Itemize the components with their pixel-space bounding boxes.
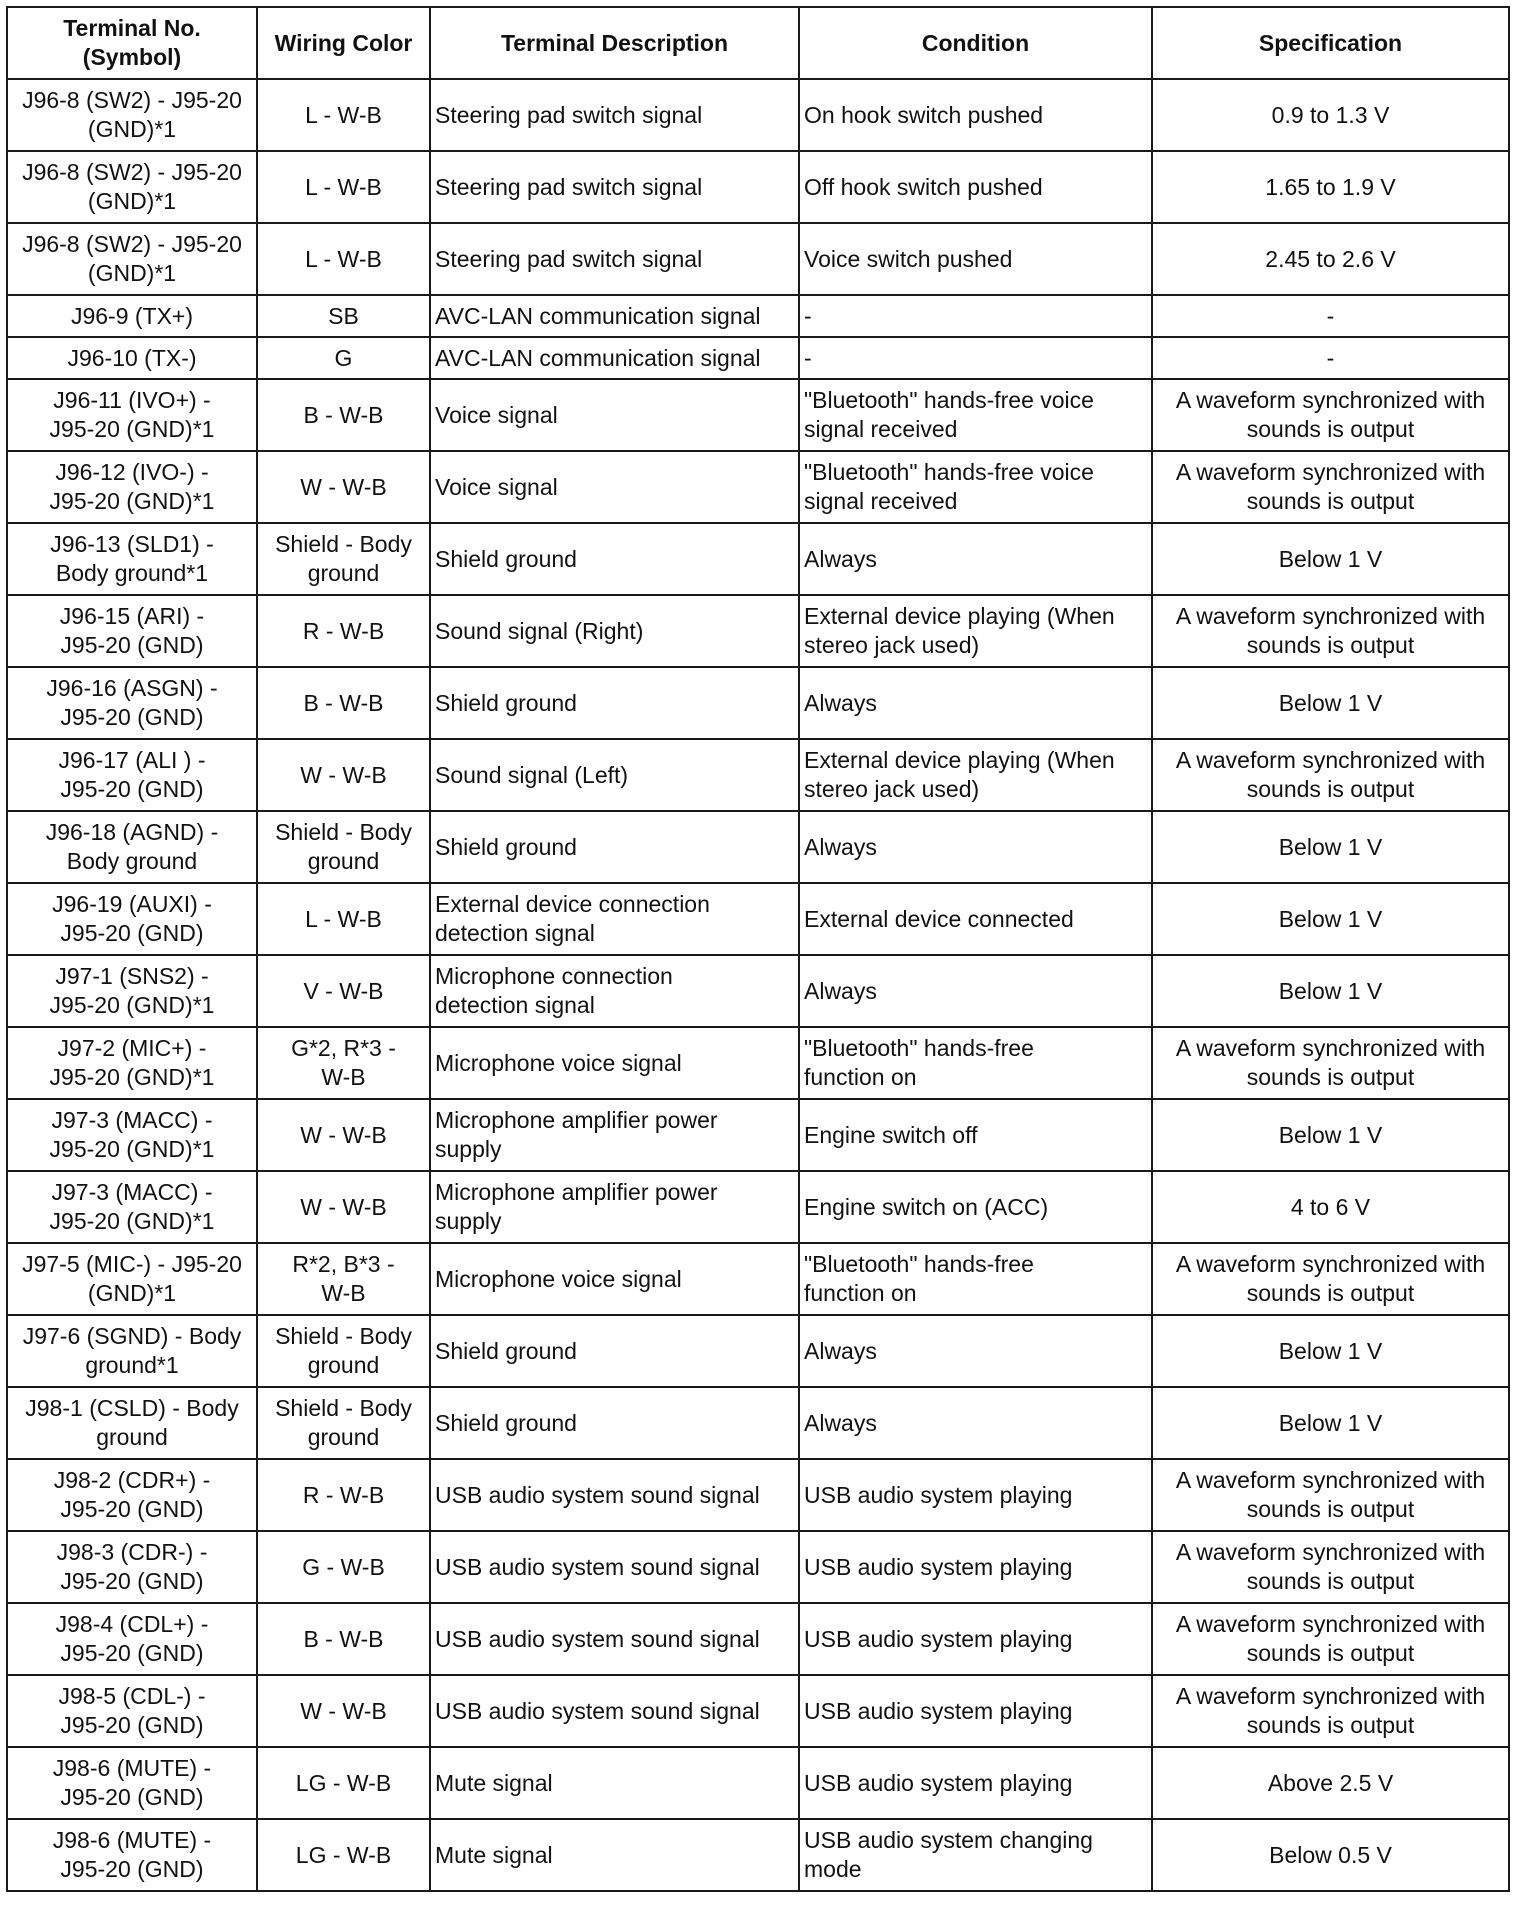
cell-wiring-color: R - W-B [257, 1459, 430, 1531]
cell-terminal: J96-18 (AGND) - Body ground [7, 811, 257, 883]
cell-wiring-color: L - W-B [257, 223, 430, 295]
cell-terminal-description: Microphone amplifier power supply [430, 1099, 799, 1171]
table-row [7, 1171, 1509, 1243]
cell-terminal: J98-3 (CDR-) - J95-20 (GND) [7, 1531, 257, 1603]
cell-specification: - [1152, 337, 1509, 379]
cell-condition: Always [799, 523, 1152, 595]
cell-condition: "Bluetooth" hands-free voice signal received [799, 451, 1152, 523]
cell-terminal-description: Mute signal [430, 1747, 799, 1819]
cell-specification: 2.45 to 2.6 V [1152, 223, 1509, 295]
table-row [7, 1027, 1509, 1099]
cell-wiring-color: G [257, 337, 430, 379]
cell-specification: - [1152, 295, 1509, 337]
table-row [7, 595, 1509, 667]
cell-wiring-color: W - W-B [257, 739, 430, 811]
cell-specification: Below 0.5 V [1152, 1819, 1509, 1891]
cell-specification: 0.9 to 1.3 V [1152, 79, 1509, 151]
cell-terminal: J96-10 (TX-) [7, 337, 257, 379]
cell-terminal-description: Microphone voice signal [430, 1243, 799, 1315]
cell-terminal: J96-17 (ALI ) - J95-20 (GND) [7, 739, 257, 811]
table-row [7, 295, 1509, 337]
cell-terminal: J98-1 (CSLD) - Body ground [7, 1387, 257, 1459]
cell-terminal: J97-5 (MIC-) - J95-20 (GND)*1 [7, 1243, 257, 1315]
cell-terminal-description: Shield ground [430, 811, 799, 883]
cell-specification: 4 to 6 V [1152, 1171, 1509, 1243]
cell-specification: Below 1 V [1152, 1315, 1509, 1387]
cell-wiring-color: R - W-B [257, 595, 430, 667]
cell-terminal-description: Mute signal [430, 1819, 799, 1891]
cell-terminal: J96-8 (SW2) - J95-20 (GND)*1 [7, 79, 257, 151]
cell-specification: A waveform synchronized with sounds is output [1152, 1603, 1509, 1675]
cell-wiring-color: LG - W-B [257, 1747, 430, 1819]
table-row [7, 1675, 1509, 1747]
table-row [7, 1243, 1509, 1315]
cell-terminal: J96-11 (IVO+) - J95-20 (GND)*1 [7, 379, 257, 451]
table-row [7, 151, 1509, 223]
header-terminal-description: Terminal Description [430, 7, 799, 79]
cell-terminal: J98-6 (MUTE) - J95-20 (GND) [7, 1819, 257, 1891]
cell-wiring-color: W - W-B [257, 451, 430, 523]
terminal-spec-table [6, 6, 1510, 1892]
cell-condition: Engine switch off [799, 1099, 1152, 1171]
cell-specification: A waveform synchronized with sounds is output [1152, 1531, 1509, 1603]
cell-wiring-color: B - W-B [257, 1603, 430, 1675]
table-row [7, 1603, 1509, 1675]
table-row [7, 379, 1509, 451]
cell-terminal-description: USB audio system sound signal [430, 1603, 799, 1675]
table-row [7, 451, 1509, 523]
header-wiring-color: Wiring Color [257, 7, 430, 79]
cell-terminal-description: Sound signal (Right) [430, 595, 799, 667]
cell-specification: A waveform synchronized with sounds is output [1152, 739, 1509, 811]
cell-wiring-color: Shield - Body ground [257, 523, 430, 595]
cell-terminal: J97-1 (SNS2) - J95-20 (GND)*1 [7, 955, 257, 1027]
cell-terminal-description: Shield ground [430, 667, 799, 739]
cell-condition: USB audio system playing [799, 1603, 1152, 1675]
cell-condition: External device playing (When stereo jack used) [799, 739, 1152, 811]
cell-terminal-description: Steering pad switch signal [430, 223, 799, 295]
cell-condition: USB audio system playing [799, 1675, 1152, 1747]
cell-condition: External device connected [799, 883, 1152, 955]
cell-condition: Always [799, 667, 1152, 739]
cell-terminal-description: Voice signal [430, 451, 799, 523]
cell-terminal-description: USB audio system sound signal [430, 1531, 799, 1603]
cell-terminal: J96-15 (ARI) - J95-20 (GND) [7, 595, 257, 667]
cell-condition: On hook switch pushed [799, 79, 1152, 151]
cell-wiring-color: B - W-B [257, 379, 430, 451]
table-row [7, 1315, 1509, 1387]
cell-condition: Off hook switch pushed [799, 151, 1152, 223]
cell-terminal: J97-3 (MACC) - J95-20 (GND)*1 [7, 1171, 257, 1243]
cell-wiring-color: V - W-B [257, 955, 430, 1027]
header-row [7, 7, 1509, 79]
cell-terminal-description: Shield ground [430, 523, 799, 595]
table-row [7, 811, 1509, 883]
cell-wiring-color: W - W-B [257, 1675, 430, 1747]
table-row [7, 1387, 1509, 1459]
cell-condition: - [799, 337, 1152, 379]
cell-terminal: J98-6 (MUTE) - J95-20 (GND) [7, 1747, 257, 1819]
cell-wiring-color: L - W-B [257, 151, 430, 223]
cell-specification: A waveform synchronized with sounds is output [1152, 1459, 1509, 1531]
cell-specification: A waveform synchronized with sounds is output [1152, 1027, 1509, 1099]
cell-specification: Below 1 V [1152, 1099, 1509, 1171]
cell-specification: Below 1 V [1152, 955, 1509, 1027]
cell-specification: A waveform synchronized with sounds is output [1152, 1675, 1509, 1747]
header-condition: Condition [799, 7, 1152, 79]
table-row [7, 883, 1509, 955]
cell-terminal: J97-6 (SGND) - Body ground*1 [7, 1315, 257, 1387]
cell-terminal-description: Steering pad switch signal [430, 79, 799, 151]
cell-condition: USB audio system playing [799, 1459, 1152, 1531]
cell-terminal: J98-4 (CDL+) - J95-20 (GND) [7, 1603, 257, 1675]
cell-specification: Above 2.5 V [1152, 1747, 1509, 1819]
header-specification: Specification [1152, 7, 1509, 79]
header-terminal: Terminal No. (Symbol) [7, 7, 257, 79]
cell-terminal: J97-3 (MACC) - J95-20 (GND)*1 [7, 1099, 257, 1171]
cell-terminal-description: External device connection detection signal [430, 883, 799, 955]
cell-specification: Below 1 V [1152, 523, 1509, 595]
cell-wiring-color: R*2, B*3 - W-B [257, 1243, 430, 1315]
cell-specification: A waveform synchronized with sounds is output [1152, 1243, 1509, 1315]
cell-terminal-description: Shield ground [430, 1387, 799, 1459]
cell-terminal: J96-8 (SW2) - J95-20 (GND)*1 [7, 223, 257, 295]
cell-terminal: J96-12 (IVO-) - J95-20 (GND)*1 [7, 451, 257, 523]
cell-wiring-color: Shield - Body ground [257, 811, 430, 883]
cell-terminal: J96-16 (ASGN) - J95-20 (GND) [7, 667, 257, 739]
cell-terminal-description: Sound signal (Left) [430, 739, 799, 811]
cell-terminal: J96-19 (AUXI) - J95-20 (GND) [7, 883, 257, 955]
table-row [7, 1459, 1509, 1531]
cell-terminal-description: AVC-LAN communication signal [430, 295, 799, 337]
cell-condition: Engine switch on (ACC) [799, 1171, 1152, 1243]
cell-terminal-description: Microphone connection detection signal [430, 955, 799, 1027]
cell-wiring-color: Shield - Body ground [257, 1315, 430, 1387]
table-row [7, 667, 1509, 739]
cell-specification: Below 1 V [1152, 883, 1509, 955]
cell-terminal: J96-8 (SW2) - J95-20 (GND)*1 [7, 151, 257, 223]
cell-terminal-description: Shield ground [430, 1315, 799, 1387]
cell-condition: Always [799, 955, 1152, 1027]
cell-specification: A waveform synchronized with sounds is output [1152, 379, 1509, 451]
cell-specification: Below 1 V [1152, 1387, 1509, 1459]
table-row [7, 223, 1509, 295]
cell-terminal-description: Steering pad switch signal [430, 151, 799, 223]
table-row [7, 1819, 1509, 1891]
cell-terminal: J97-2 (MIC+) - J95-20 (GND)*1 [7, 1027, 257, 1099]
cell-terminal-description: Microphone voice signal [430, 1027, 799, 1099]
cell-condition: "Bluetooth" hands-free voice signal received [799, 379, 1152, 451]
cell-terminal-description: AVC-LAN communication signal [430, 337, 799, 379]
cell-condition: - [799, 295, 1152, 337]
cell-condition: Always [799, 811, 1152, 883]
cell-terminal: J96-9 (TX+) [7, 295, 257, 337]
cell-condition: USB audio system changing mode [799, 1819, 1152, 1891]
cell-condition: External device playing (When stereo jack used) [799, 595, 1152, 667]
cell-specification: A waveform synchronized with sounds is output [1152, 595, 1509, 667]
table-row [7, 1099, 1509, 1171]
cell-terminal: J98-2 (CDR+) - J95-20 (GND) [7, 1459, 257, 1531]
cell-specification: A waveform synchronized with sounds is output [1152, 451, 1509, 523]
cell-terminal-description: Voice signal [430, 379, 799, 451]
cell-terminal: J96-13 (SLD1) - Body ground*1 [7, 523, 257, 595]
cell-terminal: J98-5 (CDL-) - J95-20 (GND) [7, 1675, 257, 1747]
cell-wiring-color: L - W-B [257, 79, 430, 151]
cell-wiring-color: G*2, R*3 - W-B [257, 1027, 430, 1099]
cell-condition: "Bluetooth" hands-free function on [799, 1243, 1152, 1315]
cell-wiring-color: G - W-B [257, 1531, 430, 1603]
cell-wiring-color: SB [257, 295, 430, 337]
cell-wiring-color: B - W-B [257, 667, 430, 739]
cell-wiring-color: L - W-B [257, 883, 430, 955]
cell-terminal-description: USB audio system sound signal [430, 1459, 799, 1531]
cell-specification: Below 1 V [1152, 667, 1509, 739]
cell-specification: Below 1 V [1152, 811, 1509, 883]
cell-wiring-color: W - W-B [257, 1099, 430, 1171]
table-row [7, 337, 1509, 379]
cell-terminal-description: Microphone amplifier power supply [430, 1171, 799, 1243]
cell-terminal-description: USB audio system sound signal [430, 1675, 799, 1747]
table-row [7, 1747, 1509, 1819]
cell-condition: USB audio system playing [799, 1747, 1152, 1819]
table-row [7, 523, 1509, 595]
table-row [7, 1531, 1509, 1603]
cell-condition: Always [799, 1387, 1152, 1459]
cell-condition: Always [799, 1315, 1152, 1387]
table-row [7, 79, 1509, 151]
cell-condition: "Bluetooth" hands-free function on [799, 1027, 1152, 1099]
cell-specification: 1.65 to 1.9 V [1152, 151, 1509, 223]
table-row [7, 739, 1509, 811]
table-row [7, 955, 1509, 1027]
cell-condition: USB audio system playing [799, 1531, 1152, 1603]
cell-condition: Voice switch pushed [799, 223, 1152, 295]
cell-wiring-color: Shield - Body ground [257, 1387, 430, 1459]
cell-wiring-color: W - W-B [257, 1171, 430, 1243]
cell-wiring-color: LG - W-B [257, 1819, 430, 1891]
